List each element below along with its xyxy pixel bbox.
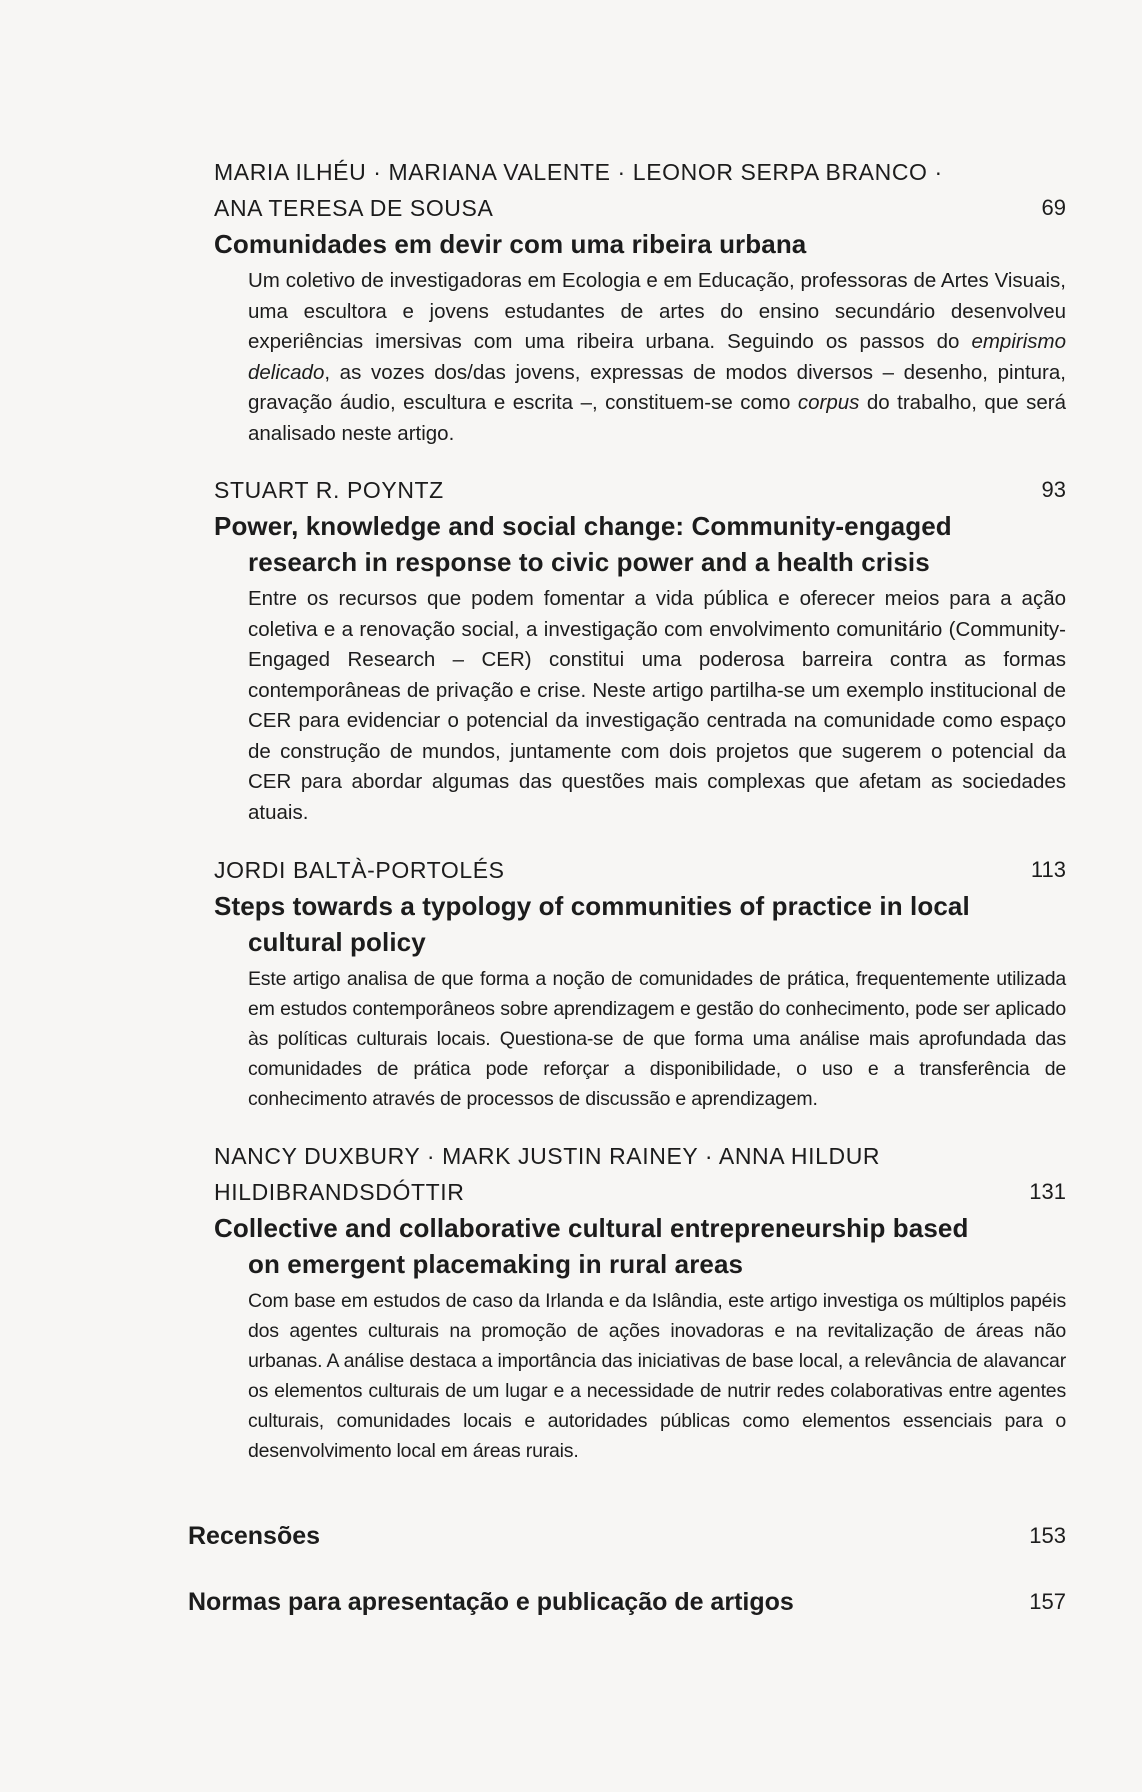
- entry-abstract: Com base em estudos de caso da Irlanda e da Islândia, este artigo investiga os múltiplos papéis dos agentes culturais na promoção de ações inovadoras e na revitalização de áreas não urbanas. A análise destaca a importância das iniciativas de base local, a relevância de alavancar os elementos culturais de um lugar e a necessidade de nutrir redes colaborativas entre agentes culturais, comunidades locais e autoridades públicas como elementos essenciais para o desenvolvimento local em áreas rurais.: [248, 1290, 1066, 1462]
- section-title: Recensões: [188, 1522, 321, 1550]
- section-title: Normas para apresentação e publicação de artigos: [188, 1588, 794, 1616]
- title-line: on emergent placemaking in rural areas: [248, 1249, 744, 1279]
- authors-line: ANA TERESA DE SOUSA: [214, 195, 494, 221]
- section-page-number: 153: [1029, 1523, 1066, 1548]
- entry-authors: [214, 472, 1066, 508]
- toc-entry: [214, 472, 1066, 828]
- authors-line: MARIA ILHÉU · MARIANA VALENTE · LEONOR SERPA BRANCO ·: [214, 159, 943, 185]
- title-line: research in response to civic power and a health crisis: [248, 547, 930, 577]
- entry-abstract: Este artigo analisa de que forma a noção de comunidades de prática, frequentemente utilizada em estudos contemporâneos sobre aprendizagem e gestão do conhecimento, pode ser aplicado às políticas culturais locais. Questiona-se de que forma uma análise mais aprofundada das comunidades de prática pode reforçar a disponibilidade, o uso e a transferência de conhecimento através de processos de discussão e aprendizagem.: [248, 968, 1066, 1110]
- authors-line: HILDIBRANDSDÓTTIR: [214, 1179, 465, 1205]
- entry-page-number[interactable]: 131: [1029, 1179, 1066, 1204]
- entry-page-number[interactable]: 69: [1041, 195, 1066, 220]
- entry-abstract: [248, 266, 1066, 449]
- authors-line: JORDI BALTÀ-PORTOLÉS: [214, 857, 505, 883]
- toc-entry: [214, 1138, 1066, 1466]
- toc-section-guidelines[interactable]: [188, 1584, 1066, 1620]
- toc-entry: [214, 154, 1066, 449]
- toc-entry: [214, 852, 1066, 1114]
- title-line: cultural policy: [248, 927, 426, 957]
- title-line: Steps towards a typology of communities of practice in local: [214, 891, 970, 921]
- title-line: Collective and collaborative cultural entrepreneurship based: [214, 1213, 969, 1243]
- entry-title[interactable]: [214, 1210, 1066, 1282]
- authors-line: NANCY DUXBURY · MARK JUSTIN RAINEY · ANNA HILDUR: [214, 1143, 881, 1169]
- entry-page-number[interactable]: 113: [1030, 857, 1066, 882]
- entry-abstract: Entre os recursos que podem fomentar a vida pública e oferecer meios para a ação coletiva e a renovação social, a investigação com envolvimento comunitário (Community-Engaged Research – CER) constitui uma poderosa barreira contra as formas contemporâneas de privação e crise. Neste artigo partilha-se um exemplo institucional de CER para evidenciar o potencial da investigação centrada na comunidade como espaço de construção de mundos, juntamente com dois projetos que sugerem o potencial da CER para abordar algumas das questões mais complexas que afetam as sociedades atuais.: [248, 587, 1066, 824]
- entry-title[interactable]: [214, 888, 1066, 960]
- toc-section-reviews[interactable]: [188, 1518, 1066, 1554]
- entry-title[interactable]: [214, 508, 1066, 580]
- abstract-emphasis: empirismo delicado: [248, 330, 1066, 384]
- entry-authors: [214, 154, 1066, 226]
- entry-authors: [214, 852, 1066, 888]
- entry-title[interactable]: [214, 226, 1066, 262]
- entry-page-number[interactable]: 93: [1041, 477, 1066, 502]
- abstract-text: do trabalho, que será analisado neste artigo.: [248, 391, 1066, 445]
- abstract-text: , as vozes dos/das jovens, expressas de modos diversos – desenho, pintura, gravação áudio, escultura e escrita –, constituem-se como: [248, 360, 1066, 414]
- entry-authors: [214, 1138, 1066, 1210]
- abstract-emphasis: corpus: [797, 391, 860, 414]
- title-line: Comunidades em devir com uma ribeira urbana: [214, 229, 807, 259]
- abstract-text: Um coletivo de investigadoras em Ecologia e em Educação, professoras de Artes Visuais, uma escultora e jovens estudantes de artes do ensino secundário desenvolveu experiências imersivas com uma ribeira urbana. Seguindo os passos do: [248, 269, 1066, 353]
- section-page-number: 157: [1029, 1589, 1066, 1614]
- title-line: Power, knowledge and social change: Community-engaged: [214, 511, 952, 541]
- authors-line: STUART R. POYNTZ: [214, 477, 444, 503]
